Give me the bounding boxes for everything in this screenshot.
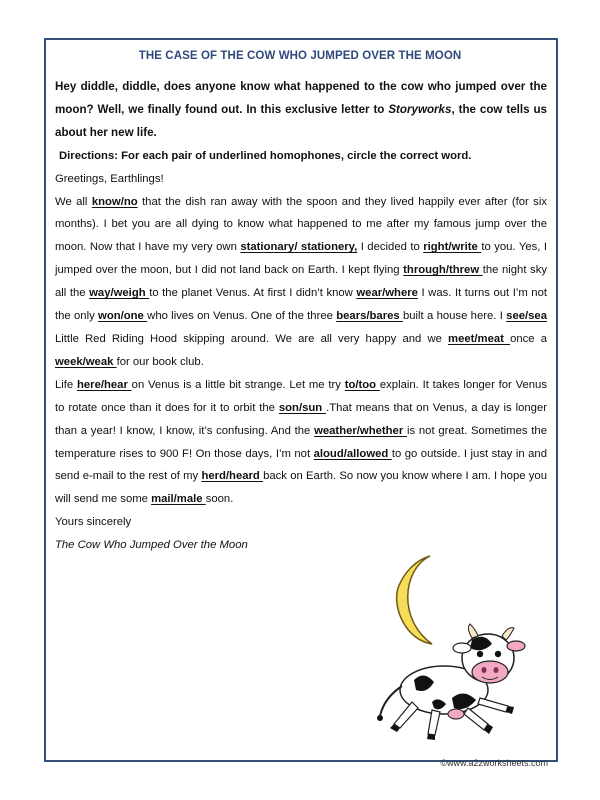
text: is not great. Sometimes the temperature rises to 900 F! On those days, I’m not [55, 424, 547, 460]
text: I was. It turns out I’m not the only [55, 287, 548, 323]
letter-paragraph-2 [55, 374, 547, 511]
intro-text: Hey diddle, diddle, does anyone know what happened to the cow who jumped over the moon? Well, we finally found out. In this exclusive letter to [55, 80, 547, 116]
homophone-pair[interactable]: see/sea [506, 310, 547, 323]
text: to the planet Venus. At first I didn’t know [149, 287, 357, 300]
copyright-credit: ©www.a2zworksheets.com [440, 758, 548, 768]
homophone-pair[interactable]: son/sun [278, 401, 327, 414]
text: who lives on Venus. One of the three [147, 310, 337, 323]
letter-paragraph-1 [55, 191, 547, 374]
homophone-pair[interactable]: here/hear [77, 378, 132, 391]
text: on Venus is a little bit strange. Let me try [131, 378, 345, 391]
text: .That means that on Venus, a day is longer than a year! I know, I know, it’s confusing. And the [55, 401, 547, 437]
homophone-pair[interactable]: week/weak [55, 355, 117, 368]
homophone-pair[interactable]: know/no [91, 195, 138, 208]
cow-and-moon-illustration [372, 548, 558, 744]
greeting: Greetings, Earthlings! [55, 172, 164, 185]
magazine-name: Storyworks [388, 102, 452, 116]
text: Life [55, 378, 77, 391]
text: We all [55, 195, 92, 208]
text: for our book club. [116, 355, 204, 368]
homophone-pair[interactable]: way/weigh [89, 287, 150, 300]
crescent-moon-icon [397, 556, 432, 644]
letter-body [55, 76, 547, 557]
closing: Yours sincerely [55, 516, 132, 529]
homophone-pair[interactable]: herd/heard [201, 470, 264, 483]
text: to you. Yes, I jumped over the moon, but I did not land back on Earth. I kept flying [55, 241, 547, 277]
text: the night sky all the [55, 264, 547, 300]
text: I decided to [357, 241, 424, 254]
text: soon. [205, 493, 234, 506]
homophone-pair[interactable]: meet/meat [448, 332, 511, 345]
text: back on Earth. So now you know where I am. I hope you will send me some [55, 470, 547, 506]
directions: Directions: For each pair of underlined homophones, circle the correct word. [59, 149, 472, 162]
intro-paragraph [55, 76, 547, 145]
homophone-pair[interactable]: weather/whether [314, 424, 407, 437]
cow-icon [377, 624, 525, 740]
intro-text-end: , the cow tells us about her new life. [55, 102, 547, 139]
homophone-pair[interactable]: wear/where [356, 287, 418, 300]
page-title: THE CASE OF THE COW WHO JUMPED OVER THE MOON [138, 50, 462, 62]
text: explain. It takes longer for Venus to rotate once than it does for it to orbit the [55, 378, 547, 414]
text: that the dish ran away with the spoon and they lived happily ever after (for six months). I bet you are all dying to know what happened to me after my famous jump over the moon. Now that I have my very own [55, 195, 547, 254]
homophone-pair[interactable]: to/too [344, 378, 380, 391]
text: to go outside. I just stay in and send e-mail to the rest of my [55, 447, 547, 483]
homophone-pair[interactable]: bears/bares [336, 310, 403, 323]
text: Little Red Riding Hood skipping around. We are all very happy and we [55, 332, 449, 345]
text: built a house here. I [402, 310, 507, 323]
text: once a [510, 332, 548, 345]
homophone-pair[interactable]: mail/male [151, 493, 206, 506]
signature: The Cow Who Jumped Over the Moon [55, 539, 248, 552]
homophone-pair[interactable]: through/threw [403, 264, 483, 277]
homophone-pair[interactable]: aloud/allowed [313, 447, 392, 460]
homophone-pair[interactable]: won/one [98, 310, 148, 323]
homophone-pair[interactable]: stationary/ stationery, [240, 241, 358, 254]
homophone-pair[interactable]: right/write [423, 241, 482, 254]
